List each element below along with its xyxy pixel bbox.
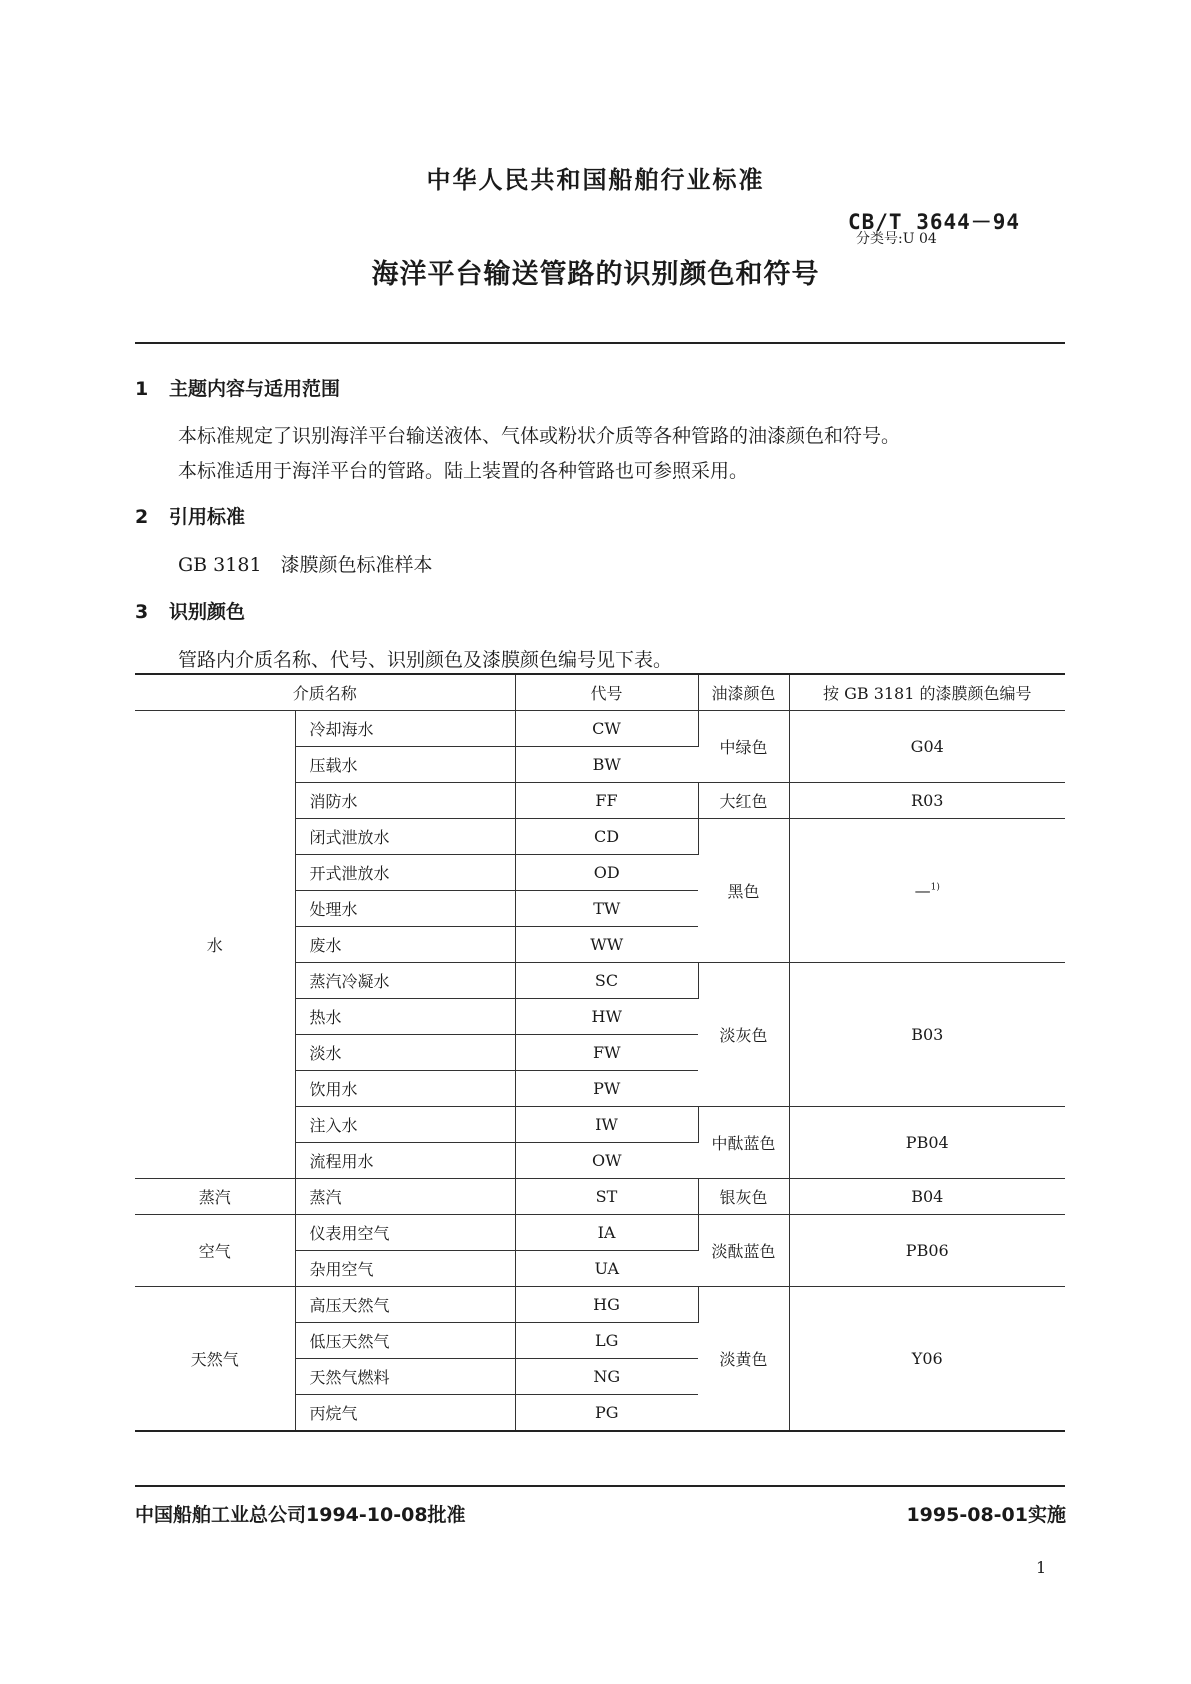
medium-name: 蒸汽冷凝水	[295, 963, 515, 999]
medium-name: 丙烷气	[295, 1395, 515, 1432]
medium-code: LG	[515, 1323, 698, 1359]
medium-code: HW	[515, 999, 698, 1035]
header-paint-color: 油漆颜色	[698, 674, 789, 711]
table-row	[135, 1179, 1065, 1215]
section-1-heading	[135, 374, 340, 401]
medium-name: 天然气燃料	[295, 1359, 515, 1395]
section-3-title: 识别颜色	[169, 601, 246, 623]
medium-code: WW	[515, 927, 698, 963]
identification-color-table	[135, 673, 1065, 1432]
paint-color: 中绿色	[698, 711, 789, 783]
section-3-heading	[135, 597, 245, 624]
medium-name: 仪表用空气	[295, 1215, 515, 1251]
page-number: 1	[1036, 1558, 1047, 1577]
medium-code: HG	[515, 1287, 698, 1323]
medium-code: ST	[515, 1179, 698, 1215]
medium-name: 流程用水	[295, 1143, 515, 1179]
color-number: PB04	[789, 1107, 1065, 1179]
medium-code: CW	[515, 711, 698, 747]
color-number: B03	[789, 963, 1065, 1107]
medium-name: 淡水	[295, 1035, 515, 1071]
section-2-heading	[135, 502, 245, 529]
medium-name: 消防水	[295, 783, 515, 819]
classification-code: 分类号:U 04	[856, 231, 937, 247]
table-header-row	[135, 674, 1065, 711]
medium-name: 冷却海水	[295, 711, 515, 747]
header-code: 代号	[515, 674, 698, 711]
medium-code: UA	[515, 1251, 698, 1287]
header-gb-number: 按 GB 3181 的漆膜颜色编号	[789, 674, 1065, 711]
medium-name: 低压天然气	[295, 1323, 515, 1359]
medium-code: NG	[515, 1359, 698, 1395]
implementation-date: 1995-08-01实施	[906, 1504, 1066, 1526]
color-number: B04	[789, 1179, 1065, 1215]
table-row	[135, 1215, 1065, 1251]
standard-number: CB/T 3644－94	[848, 210, 1021, 234]
paint-color: 淡酞蓝色	[698, 1215, 789, 1287]
medium-code: OD	[515, 855, 698, 891]
color-number: Y06	[789, 1287, 1065, 1432]
group-water: 水	[135, 711, 295, 1179]
medium-code: SC	[515, 963, 698, 999]
paint-color: 大红色	[698, 783, 789, 819]
section-3-number: 3	[135, 601, 149, 623]
paint-color: 中酞蓝色	[698, 1107, 789, 1179]
color-number-dash: —	[914, 881, 931, 900]
medium-code: PW	[515, 1071, 698, 1107]
footnote-mark: 1)	[930, 882, 940, 893]
color-number: PB06	[789, 1215, 1065, 1287]
medium-name: 高压天然气	[295, 1287, 515, 1323]
medium-name: 注入水	[295, 1107, 515, 1143]
footer-divider	[135, 1485, 1065, 1487]
medium-code: BW	[515, 747, 698, 783]
medium-name: 废水	[295, 927, 515, 963]
section-3-paragraph: 管路内介质名称、代号、识别颜色及漆膜颜色编号见下表。	[178, 649, 673, 671]
document-title: 海洋平台输送管路的识别颜色和符号	[371, 259, 820, 290]
issuing-organization: 中华人民共和国船舶行业标准	[426, 166, 765, 194]
medium-name: 处理水	[295, 891, 515, 927]
group-air: 空气	[135, 1215, 295, 1287]
medium-name: 压载水	[295, 747, 515, 783]
color-number	[789, 819, 1065, 963]
section-2-number: 2	[135, 506, 149, 528]
medium-name: 热水	[295, 999, 515, 1035]
table-row	[135, 1287, 1065, 1323]
header-divider	[135, 342, 1065, 344]
paint-color: 淡灰色	[698, 963, 789, 1107]
medium-name: 杂用空气	[295, 1251, 515, 1287]
medium-code: PG	[515, 1395, 698, 1432]
color-number: R03	[789, 783, 1065, 819]
section-1-paragraph-1: 本标准规定了识别海洋平台输送液体、气体或粉状介质等各种管路的油漆颜色和符号。	[178, 425, 901, 447]
medium-code: IA	[515, 1215, 698, 1251]
medium-code: TW	[515, 891, 698, 927]
referenced-standard: GB 3181 漆膜颜色标准样本	[178, 554, 433, 576]
group-natural-gas: 天然气	[135, 1287, 295, 1432]
paint-color: 黑色	[698, 819, 789, 963]
medium-name: 饮用水	[295, 1071, 515, 1107]
section-1-title: 主题内容与适用范围	[169, 378, 341, 400]
medium-name: 闭式泄放水	[295, 819, 515, 855]
medium-name: 开式泄放水	[295, 855, 515, 891]
table-row	[135, 711, 1065, 747]
header-medium: 介质名称	[135, 674, 515, 711]
medium-code: IW	[515, 1107, 698, 1143]
section-1-number: 1	[135, 378, 149, 400]
medium-code: FF	[515, 783, 698, 819]
paint-color: 银灰色	[698, 1179, 789, 1215]
section-1-paragraph-2: 本标准适用于海洋平台的管路。陆上装置的各种管路也可参照采用。	[178, 460, 749, 482]
medium-name: 蒸汽	[295, 1179, 515, 1215]
paint-color: 淡黄色	[698, 1287, 789, 1432]
approval-line: 中国船舶工业总公司1994-10-08批准	[135, 1504, 466, 1526]
group-steam: 蒸汽	[135, 1179, 295, 1215]
medium-code: CD	[515, 819, 698, 855]
section-2-title: 引用标准	[169, 506, 246, 528]
medium-code: FW	[515, 1035, 698, 1071]
medium-code: OW	[515, 1143, 698, 1179]
color-number: G04	[789, 711, 1065, 783]
